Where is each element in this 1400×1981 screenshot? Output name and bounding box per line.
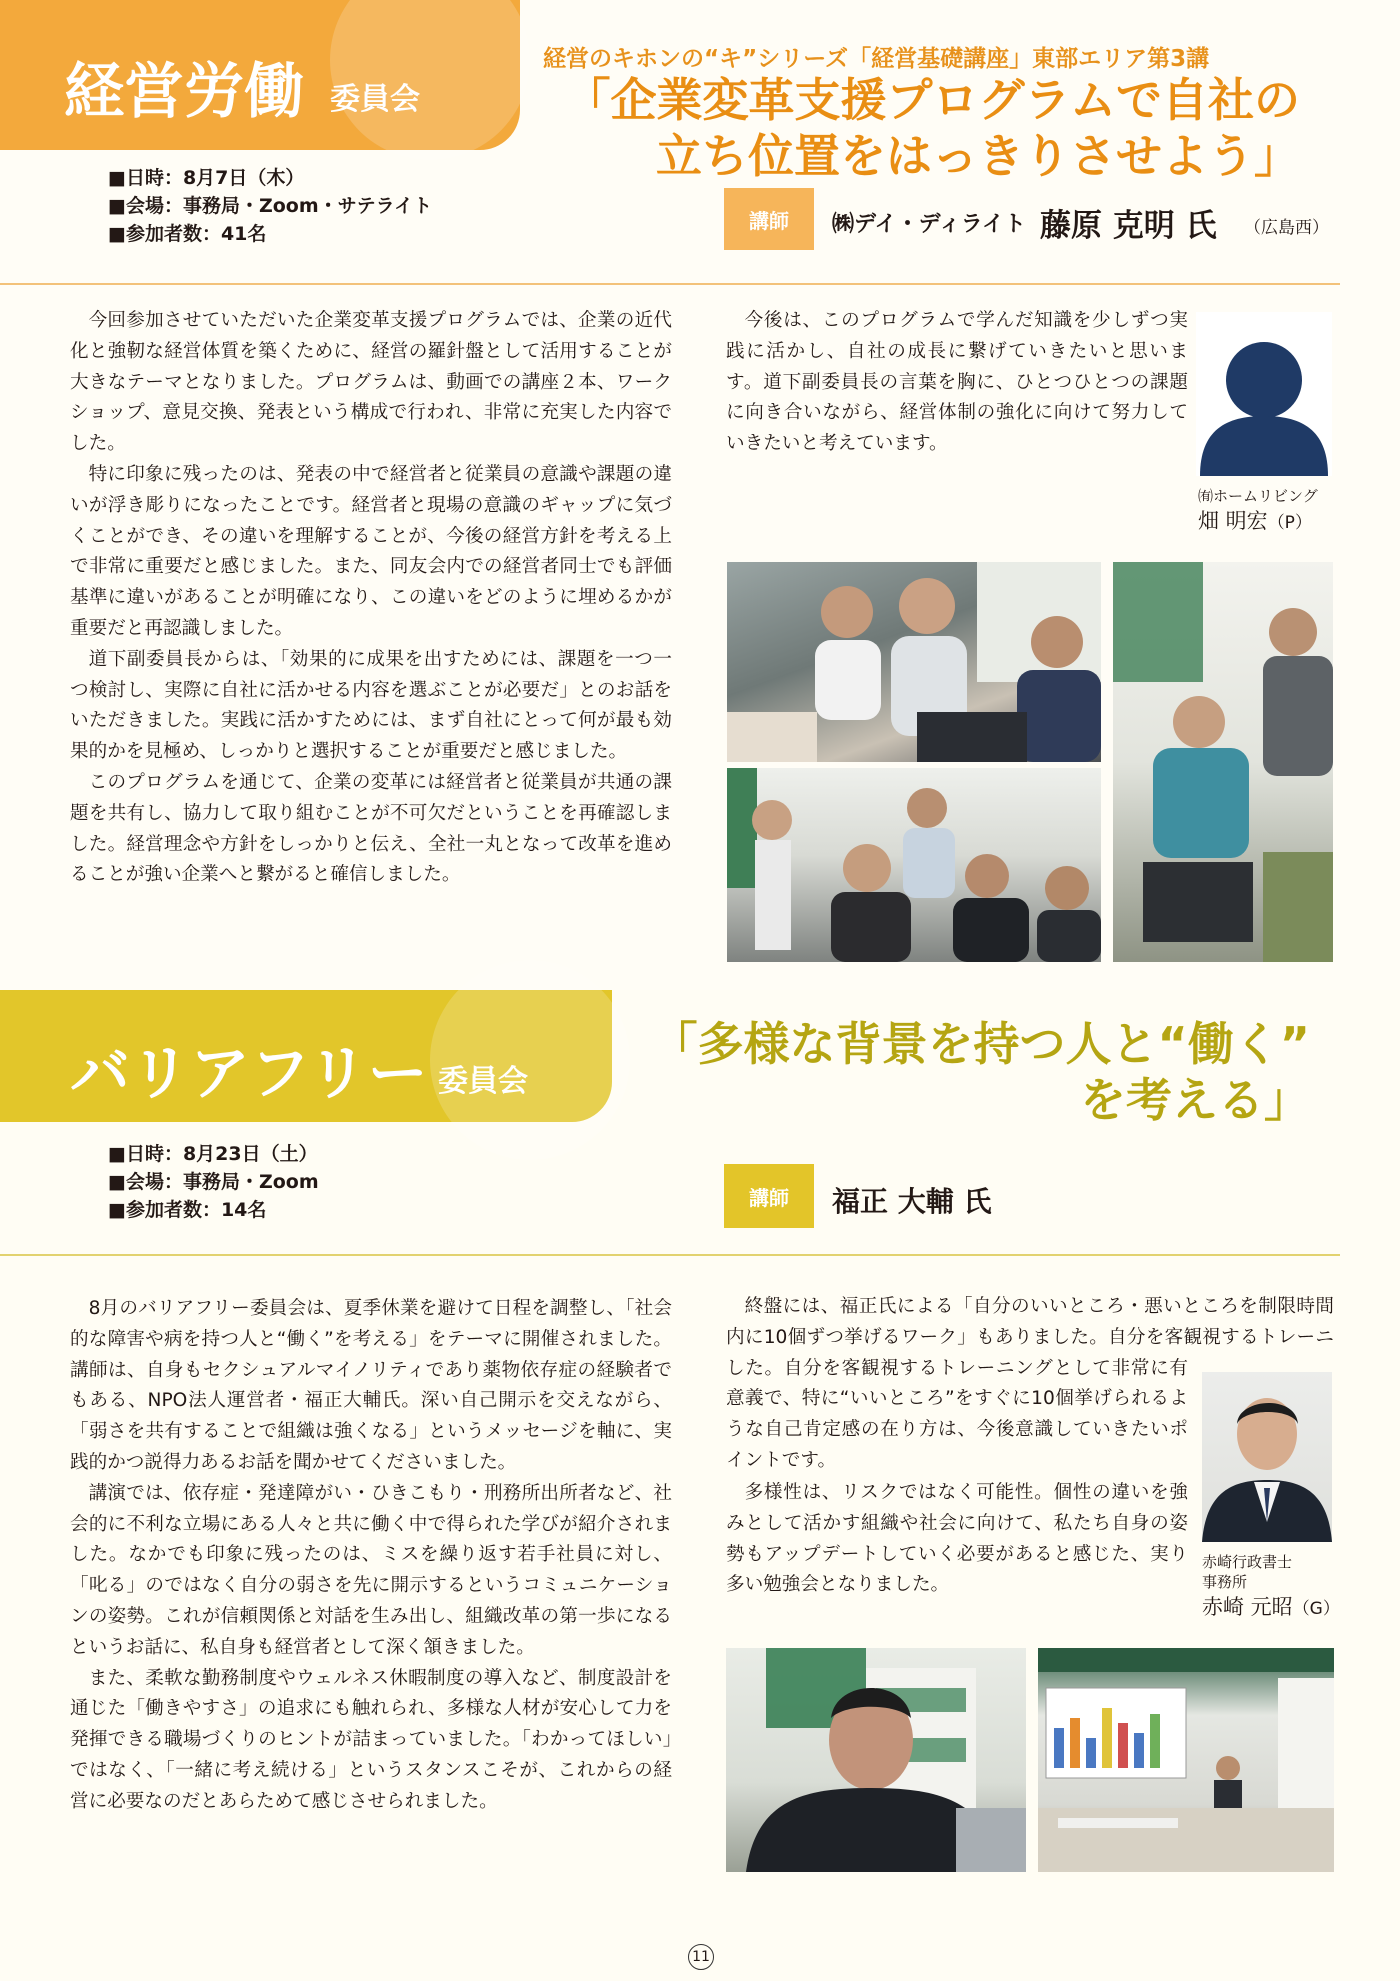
photo-seminar-room (1038, 1648, 1334, 1872)
event-info (108, 164, 432, 248)
author-name: 畑 明宏 (1198, 509, 1268, 533)
committee-name: 経営労働 (64, 57, 304, 127)
lecturer-branch: （広島西） (1244, 218, 1329, 238)
author-company: ㈲ホームリビング (1198, 487, 1318, 505)
author (1198, 508, 1312, 534)
divider (0, 283, 1340, 285)
divider (0, 1254, 1340, 1256)
author-company-line2: 事務所 (1202, 1573, 1248, 1591)
main-title-line2: を考える」 (1080, 1073, 1310, 1127)
main-title-line2: 立ち位置をはっきりさせよう」 (656, 129, 1300, 183)
article-body-1 (70, 306, 672, 891)
author (1202, 1594, 1340, 1620)
paragraph: 今回参加させていただいた企業変革支援プログラムでは、企業の近代化と強靭な経営体質を築くために、経営の羅針盤として活用することが大きなテーマとなりました。プログラムは、動画での講座２本、ワークショップ、意見交換、発表という構成で行われ、非常に充実した内容でした。 (70, 310, 672, 455)
paragraph: 8月のバリアフリー委員会は、夏季休業を避けて日程を調整し、「社会的な障害や病を持つ人と“働く”を考える」をテーマに開催されました。講師は、自身もセクシュアルマイノリティであり薬物依存症の経験者でもある、NPO法人運営者・福正大輔氏。深い自己開示を交えながら、「弱さを共有することで組織は強くなる」というメッセージを軸に、実践的かつ説得力あるお話を聞かせてくださいました。 (70, 1298, 672, 1473)
lecturer-name: 藤原 克明 氏 (1040, 208, 1217, 244)
author-company-line1: 赤崎行政書士 (1202, 1553, 1293, 1571)
author-photo (1202, 1372, 1332, 1542)
paragraph: このプログラムを通じて、企業の変革には経営者と従業員が共通の課題を共有し、協力して取り組むことが不可欠だということを再確認しました。経営理念や方針をしっかりと伝え、全社一丸となって改革を進めることが強い企業へと繋がると確信しました。 (70, 771, 672, 886)
article-body-2-right-top (726, 1292, 1334, 1354)
event-date: ■日時：8月23日（土） (108, 1143, 318, 1165)
article-body-1-right (726, 306, 1188, 460)
paragraph: 道下副委員長からは、「効果的に成果を出すためには、課題を一つ一つ検討し、実際に自社に活かせる内容を選ぶことが必要だ」とのお話をいただきました。実践に活かすためには、まず自社にとって何が最も効果的かを見極め、しっかりと選択することが重要だと感じました。 (70, 648, 672, 763)
paragraph: 今後は、このプログラムで学んだ知識を少しずつ実践に活かし、自社の成長に繋げていきたいと思います。道下副委員長の言葉を胸に、ひとつひとつの課題に向き合いながら、経営体制の強化に向けて努力していきたいと考えています。 (726, 310, 1188, 455)
author-avatar (1196, 312, 1332, 476)
photo-lecturer (726, 1648, 1026, 1872)
event-attendees: ■参加者数：14名 (108, 1199, 267, 1221)
paragraph: 多様性は、リスクではなく可能性。個性の違いを強みとして活かす組織や社会に向けて、私たち自身の姿勢もアップデートしていく必要があると感じた、実り多い勉強会となりました。 (726, 1482, 1188, 1596)
committee-suffix: 委員会 (330, 82, 420, 117)
article-body-2-right-bottom (726, 1478, 1188, 1601)
paragraph: 特に印象に残ったのは、発表の中で経営者と従業員の意識や課題の違いが浮き彫りになったことです。経営者と現場の意識のギャップに気づくことができ、その違いを理解することが、今後の経営方針を考える上で非常に重要だと感じました。また、同友会内での経営者同士でも評価基準に違いがあることが明確になり、この違いをどのように埋めるかが重要だと再認識しました。 (70, 463, 672, 639)
article-body-2 (70, 1294, 672, 1818)
photo-workshop-discussion (727, 562, 1101, 762)
paragraph-continued: した。自分を客観視するトレーニングとして非常に有意義で、特に“いいところ”をすぐに10個挙げられるような自己肯定感の在り方は、今後意識していきたいポイントです。 (726, 1357, 1188, 1471)
author-branch: （G） (1292, 1599, 1340, 1619)
committee-header-1 (0, 0, 520, 150)
event-venue: ■会場：事務局・Zoom (108, 1171, 319, 1193)
committee-header-2 (0, 990, 612, 1122)
paragraph-lead: 終盤には、福正氏による「自分のいいところ・悪いところを制限時間内に10個ずつ挙げるワーク」もありました。自分を客観視するトレーニ (726, 1296, 1334, 1348)
photo-presentation (1113, 562, 1333, 962)
lecturer-company: ㈱デイ・ディライト (832, 212, 1027, 237)
series-title: 経営のキホンの“キ”シリーズ「経営基礎講座」東部エリア第3講 (543, 46, 1210, 72)
author-branch: （P） (1267, 513, 1312, 533)
event-date: ■日時：8月7日（木） (108, 167, 305, 189)
main-title-line1: 「企業変革支援プログラムで自社の (564, 73, 1300, 127)
page-number: 11 (688, 1944, 714, 1970)
event-venue: ■会場：事務局・Zoom・サテライト (108, 195, 433, 217)
committee-name: バリアフリー (70, 1039, 428, 1109)
author-name: 赤崎 元昭 (1202, 1595, 1293, 1619)
lecturer-name: 福正 大輔 氏 (832, 1185, 992, 1218)
photo-group-work (727, 768, 1101, 962)
article-body-2-right-mid (726, 1354, 1188, 1478)
event-attendees: ■参加者数：41名 (108, 223, 267, 245)
paragraph: また、柔軟な勤務制度やウェルネス休暇制度の導入など、制度設計を通じた「働きやすさ」の追求にも触れられ、多様な人材が安心して力を発揮できる職場づくりのヒントが詰まっていました。「わかってほしい」ではなく、「一緒に考え続ける」というスタンスこそが、これからの経営に必要なのだとあらためて感じさせられました。 (70, 1667, 672, 1812)
committee-suffix: 委員会 (438, 1064, 528, 1099)
event-info (108, 1140, 319, 1224)
paragraph: 講演では、依存症・発達障がい・ひきこもり・刑務所出所者など、社会的に不利な立場にある人々と共に働く中で得られた学びが紹介されました。なかでも印象に残ったのは、ミスを繰り返す若手社員に対し、「叱る」のではなく自分の弱さを先に開示するというコミュニケーションの姿勢。これが信頼関係と対話を生み出し、組織改革の第一歩になるというお話に、私自身も経営者として深く頷きました。 (70, 1482, 672, 1658)
lecturer-badge: 講師 (724, 1164, 814, 1228)
main-title-line1: 「多様な背景を持つ人と“働く” (651, 1017, 1310, 1071)
lecturer-badge: 講師 (724, 188, 814, 250)
